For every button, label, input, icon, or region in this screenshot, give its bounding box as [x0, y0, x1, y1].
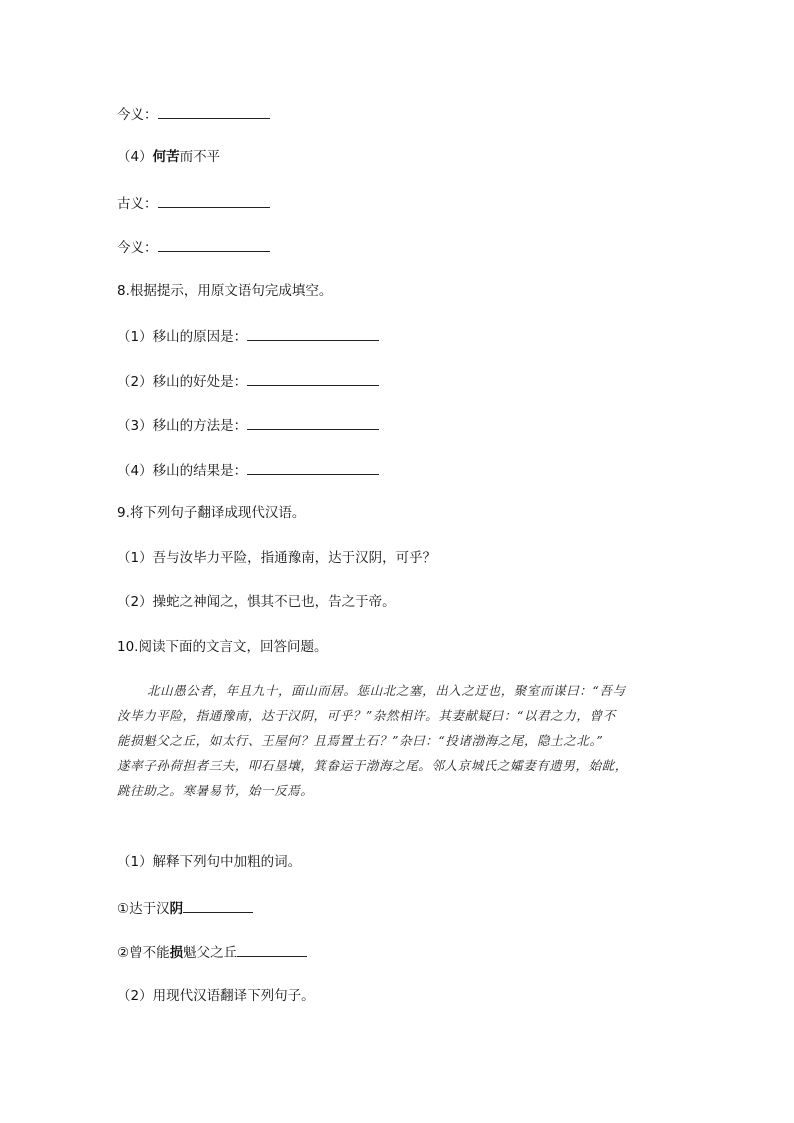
item-text: （1）移山的原因是：	[117, 329, 248, 345]
item-text: （2）移山的好处是：	[117, 374, 248, 390]
item-text: ②曾不能	[117, 945, 170, 961]
q8-item-2	[117, 371, 379, 391]
item-number: （4）	[117, 149, 153, 165]
q9-item-1: （1）吾与汝毕力平险，指通豫南，达于汉阴，可乎？	[117, 550, 437, 566]
answer-blank[interactable]	[158, 104, 270, 119]
answer-blank[interactable]	[247, 460, 379, 475]
passage-line: 能损魁父之丘，如太行、王屋何？且焉置土石？”杂曰：“投诸渤海之尾，隐土之北。”	[117, 733, 604, 748]
answer-blank[interactable]	[247, 326, 379, 341]
answer-blank[interactable]	[158, 237, 270, 252]
q9-item-2: （2）操蛇之神闻之，惧其不已也，告之于帝。	[117, 594, 396, 610]
item-text: （3）移山的方法是：	[117, 418, 248, 434]
q8-item-3	[117, 415, 379, 435]
answer-blank[interactable]	[237, 942, 307, 957]
bold-term: 阴	[169, 901, 184, 917]
q7-item4	[117, 148, 220, 166]
answer-blank[interactable]	[183, 898, 253, 913]
q10-sub1-item-2	[117, 942, 307, 962]
passage-line: 汝毕力平险，指通豫南，达于汉阴，可乎？”杂然相许。其妻献疑曰：“以君之力，曾不	[117, 708, 616, 723]
item-text: （4）移山的结果是：	[117, 463, 248, 479]
guyi-label: 古义：	[117, 196, 158, 212]
jinyi-label: 今义：	[117, 107, 158, 123]
bold-term: 何苦	[152, 149, 180, 165]
answer-blank[interactable]	[247, 415, 379, 430]
q8-item-1	[117, 326, 379, 346]
q8-item-4	[117, 460, 379, 480]
passage-line: 北山愚公者，年且九十，面山而居。惩山北之塞，出入之迂也，聚室而谋曰：“吾与	[147, 683, 626, 698]
q10-sub1-item-1	[117, 898, 253, 918]
q8-title: 8.根据提示，用原文语句完成填空。	[117, 283, 333, 299]
classical-passage	[117, 678, 677, 803]
answer-blank[interactable]	[158, 193, 270, 208]
q10-sub2-title: （2）用现代汉语翻译下列句子。	[117, 988, 315, 1004]
bold-term: 损	[169, 945, 184, 961]
jinyi-line-1	[117, 104, 270, 124]
passage-line: 遂率子孙荷担者三夫，叩石垦壤，箕畚运于渤海之尾。邻人京城氏之孀妻有遗男，始龀，	[117, 758, 628, 773]
q10-sub1-title: （1）解释下列句中加粗的词。	[117, 854, 302, 870]
q9-title: 9.将下列句子翻译成现代汉语。	[117, 505, 306, 521]
q10-title: 10.阅读下面的文言文，回答问题。	[117, 639, 328, 655]
item-text: 魁父之丘	[183, 945, 238, 961]
answer-blank[interactable]	[247, 371, 379, 386]
passage-line: 跳往助之。寒暑易节，始一反焉。	[117, 783, 314, 798]
item-text: 而不平	[179, 149, 221, 165]
item-text: ①达于汉	[117, 901, 170, 917]
guyi-line	[117, 193, 270, 213]
jinyi-label: 今义：	[117, 240, 158, 256]
jinyi-line-2	[117, 237, 270, 257]
